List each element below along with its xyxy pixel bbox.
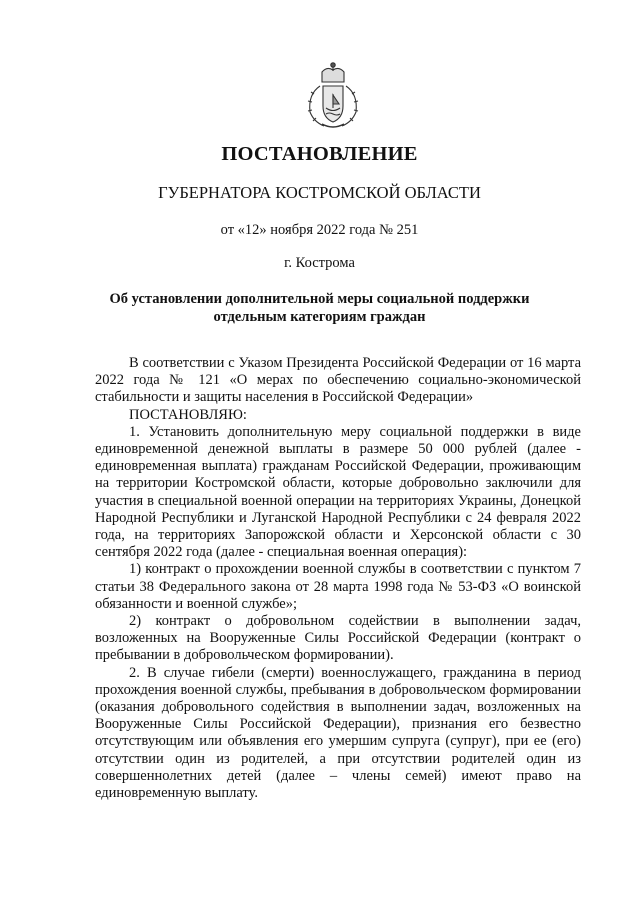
clause-1-subitem-1: 1) контракт о прохождении военной службы в соответствии с пунктом 7 статьи 38 Федерального закона от 28 марта 1998 года № 53-ФЗ «О воинской обязанности и военной службе»; xyxy=(95,561,581,612)
clause-2-paragraph: 2. В случае гибели (смерти) военнослужащего, гражданина в период прохождения военной службы, пребывания в добровольческом формировании (оказания добровольного содействия в выполнении задач, возложенных на Вооруженные Силы Российской Федерации), признания его безвестно отсутствующим или объявления его умершим супруга (супруг), при ее (его) отсутствии один из родителей, а при отсутствии родителей один из совершеннолетних детей (далее – члены семей) имеют право на единовременную выплату. xyxy=(95,664,581,802)
preamble-paragraph: В соответствии с Указом Президента Российской Федерации от 16 марта 2022 года № 121 «О мерах по обеспечению социально-экономической стабильности и защиты населения в Российской Федерации» xyxy=(95,355,581,406)
document-date-number: от «12» ноября 2022 года № 251 xyxy=(220,222,419,238)
coat-of-arms-emblem xyxy=(302,60,364,130)
document-city: г. Кострома xyxy=(284,255,355,271)
document-heading-line-2: отдельным категориям граждан xyxy=(213,309,426,325)
document-body xyxy=(95,355,581,802)
decree-word: ПОСТАНОВЛЯЮ: xyxy=(129,406,247,423)
clause-1-paragraph: 1. Установить дополнительную меру социальной поддержки в виде единовременной денежной выплаты в размере 50 000 рублей (далее - единовременная выплата) гражданам Российской Федерации, проживающим на территории Костромской области, которые добровольно заключили для участия в специальной военной операции на территориях Украины, Донецкой Народной Республики и Луганской Народной Республики с 24 февраля 2022 года, на территориях Запорожской области и Херсонской области с 30 сентября 2022 года (далее - специальная военная операция): xyxy=(95,423,581,561)
document-title: ПОСТАНОВЛЕНИЕ xyxy=(221,143,418,165)
document-heading-line-1: Об установлении дополнительной меры социальной поддержки xyxy=(109,291,530,307)
clause-1-subitem-2: 2) контракт о добровольном содействии в выполнении задач, возложенных на Вооруженные Силы Российской Федерации (контракт о пребывании в добровольческом формировании). xyxy=(95,613,581,664)
document-heading xyxy=(0,290,639,326)
document-issuer: ГУБЕРНАТОРА КОСТРОМСКОЙ ОБЛАСТИ xyxy=(158,183,481,202)
